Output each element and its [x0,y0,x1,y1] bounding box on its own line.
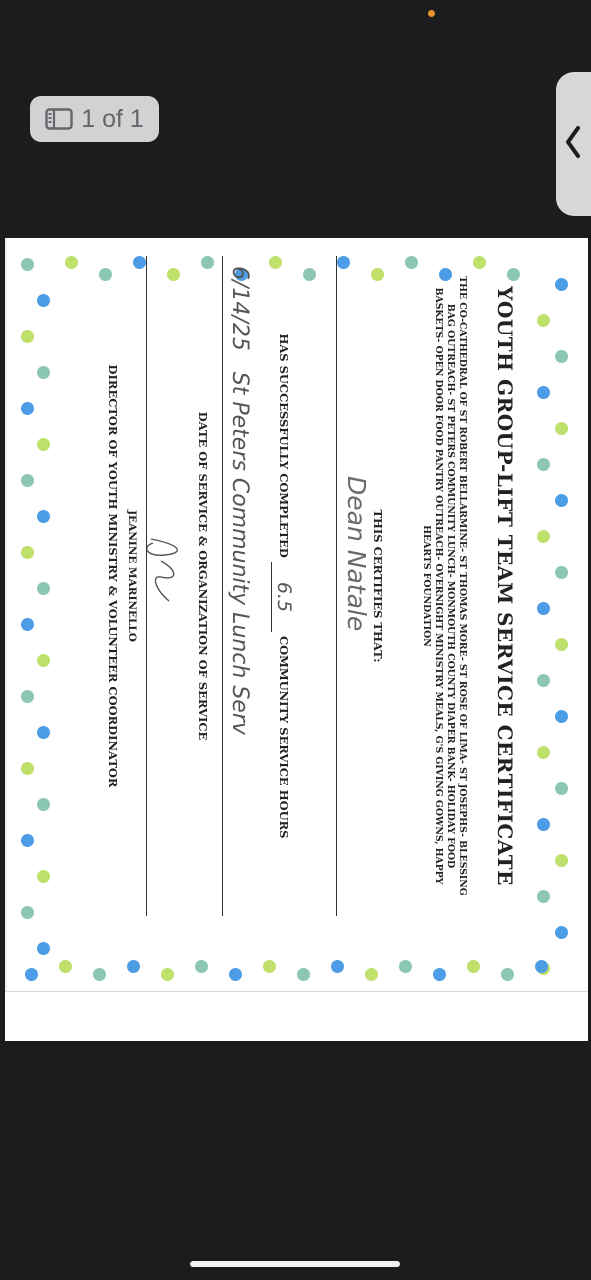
decorative-dot [263,960,276,973]
service-date-org [227,266,252,735]
signature-line [146,256,147,916]
chevron-left-icon [564,125,582,163]
director-name: JEANINE MARINELLO [126,510,138,642]
decorative-dot [433,968,446,981]
decorative-dot [21,402,34,415]
certificate-content [37,256,557,956]
decorative-dot [59,960,72,973]
service-line [222,256,223,916]
decorative-dot [195,960,208,973]
decorative-dot [93,968,106,981]
recipient-name: Dean Natale [342,476,371,632]
decorative-dot [21,474,34,487]
service-organization: St Peters Community Lunch Serv [227,371,252,735]
decorative-dot [161,968,174,981]
participating-organizations: THE CO-CATHEDRAL OF ST ROBERT BELLARMINE- ST THOMAS MORE- ST ROSE OF LIMA- ST JOSEPHS- BLESSING BAG OUTREACH- ST PETERS COMMUNITY LUNCH- MONMOUTH COUNTY DIAPER BANK- HOLIDAY FOOD BASKETS- OPEN DOOR FOOD PANTRY OUTREACH- OVERNIGHT MINISTRY MEALS, G'S GIVING GOWNS, HAPPY HEARTS FOUNDATION [421,276,468,896]
decorative-dot [297,968,310,981]
decorative-dot [399,960,412,973]
home-indicator[interactable] [190,1261,400,1267]
decorative-dot [21,834,34,847]
decorative-dot [21,330,34,343]
director-title: DIRECTOR OF YOUTH MINISTRY & VOLUNTEER COORDINATOR [106,364,120,788]
certificate-title: YOUTH GROUP-LIFT TEAM SERVICE CERTIFICATE [493,286,517,886]
decorative-dot [467,960,480,973]
status-indicator-dot [428,10,435,17]
back-button[interactable] [556,72,591,216]
decorative-dot [21,906,34,919]
page-list-icon [45,108,73,130]
decorative-dot [331,960,344,973]
certifies-that-label: THIS CERTIFIES THAT: [371,509,385,663]
completed-prefix: HAS SUCCESSFULLY COMPLETED [277,333,291,558]
decorative-dot [21,258,34,271]
decorative-dot [127,960,140,973]
decorative-dot [535,960,548,973]
hours-statement [271,256,295,916]
completed-suffix: COMMUNITY SERVICE HOURS [277,635,291,839]
director-signature [135,531,191,621]
hours-value: 6.5 [271,562,292,632]
decorative-dot [25,968,38,981]
document-edge [5,238,7,992]
decorative-dot [501,968,514,981]
decorative-dot [21,762,34,775]
decorative-dot [21,546,34,559]
document-bottom-edge [5,991,588,992]
decorative-dot [21,618,34,631]
service-date: 6/14/25 [227,266,252,351]
page-indicator-button[interactable] [30,96,159,142]
service-label: DATE OF SERVICE & ORGANIZATION OF SERVICE [196,411,210,741]
decorative-dot [365,968,378,981]
decorative-dot [229,968,242,981]
decorative-dot [21,690,34,703]
name-line [336,256,337,916]
page-indicator-label: 1 of 1 [81,104,144,133]
certificate-document [5,238,588,1041]
